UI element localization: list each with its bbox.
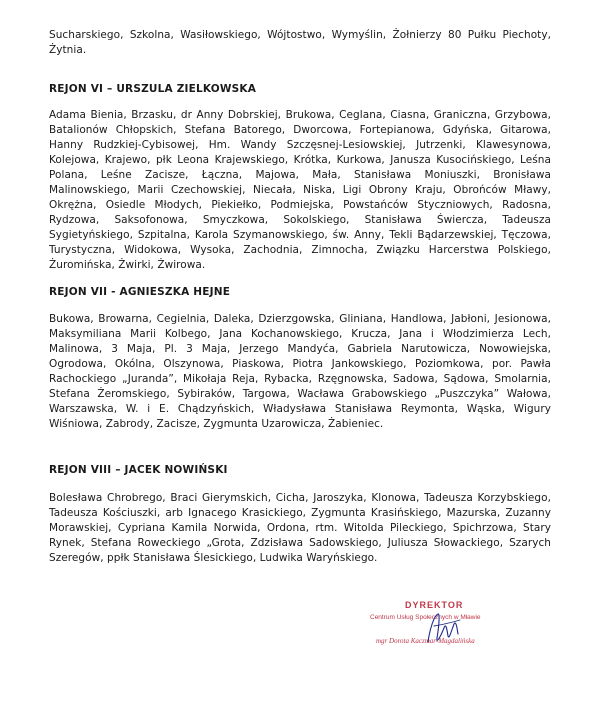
section-body-rejon-viii: Bolesława Chrobrego, Braci Gierymskich, Cicha, Jaroszyka, Klonowa, Tadeusza Korzybskiego, Tadeusza Kościuszki, arb Ignacego Krasickiego, Zygmunta Krasińskiego, Mazurska, Zuzanny Morawskiej, Cypriana Kamila Norwida, Ordona, rtm. Witolda Pileckiego, Spichrzowa, Stary Rynek, Stefana Roweckiego „Grota, Zdzisława Sadowskiego, Juliusza Słowackiego, Szarych Szeregów, ppłk Stanisława Ślesickiego, Ludwika Waryńskiego. <box>49 492 551 564</box>
stamp-organization: Centrum Usług Społecznych w Mławie <box>370 614 481 621</box>
stamp-title: DYREKTOR <box>405 600 464 610</box>
section-heading-rejon-vi: REJON VI – URSZULA ZIELKOWSKA <box>49 83 257 95</box>
director-stamp <box>360 600 530 660</box>
handwritten-signature <box>420 608 470 648</box>
section-heading-rejon-viii: REJON VIII – JACEK NOWIŃSKI <box>49 464 228 476</box>
stamp-name: mgr Dorota Kaczmar-Magdalińska <box>376 637 475 645</box>
intro-paragraph: Sucharskiego, Szkolna, Wasiłowskiego, Wójtostwo, Wymyślin, Żołnierzy 80 Pułku Piechoty, Żytnia. <box>49 29 551 56</box>
section-heading-rejon-vii: REJON VII - AGNIESZKA HEJNE <box>49 286 231 298</box>
section-body-rejon-vi: Adama Bienia, Brzasku, dr Anny Dobrskiej, Brukowa, Ceglana, Ciasna, Graniczna, Grzybowa, Batalionów Chłopskich, Stefana Batorego, Dworcowa, Fortepianowa, Gdyńska, Gitarowa, Hanny Rudzkiej-Cybisowej, Hm. Wandy Szczęsnej-Lesiowskiej, Jutrzenki, Klawesynowa, Kolejowa, Krajewo, płk Leona Krajewskiego, Krótka, Kurkowa, Janusza Kusocińskiego, Leśna Polana, Leśne Zacisze, Łączna, Majowa, Mała, Stanisława Moniuszki, Bronisława Malinowskiego, Marii Czechowskiej, Niecała, Niska, Ligi Obrony Kraju, Obrońców Mławy, Okrężna, Osiedle Młodych, Piekiełko, Podmiejska, Powstańców Styczniowych, Radosna, Rydzowa, Saksofonowa, Smyczkowa, Sokolskiego, Stanisława Świercza, Tadeusza Sygietyńskiego, Szpitalna, Karola Szymanowskiego, św. Anny, Tekli Bądarzewskiej, Tęczowa, Turystyczna, Widokowa, Wysoka, Zachodnia, Zimnocha, Związku Harcerstwa Polskiego, Żuromińska, Żwirki, Żwirowa. <box>49 109 551 271</box>
section-body-rejon-vii: Bukowa, Browarna, Cegielnia, Daleka, Dzierzgowska, Gliniana, Handlowa, Jabłoni, Jesionowa, Maksymiliana Marii Kolbego, Jana Kochanowskiego, Krucza, Jana i Włodzimierza Lech, Malinowa, 3 Maja, Pl. 3 Maja, Jerzego Mandyća, Gabriela Narutowicza, Nowowiejska, Ogrodowa, Okólna, Olszynowa, Piaskowa, Piotra Jankowskiego, Poziomkowa, por. Pawła Rachockiego „Juranda”, Mikołaja Reja, Rybacka, Rzęgnowska, Sadowa, Sądowa, Smolarnia, Stefana Żeromskiego, Sybiraków, Targowa, Wacława Grabowskiego „Puszczyka” Wałowa, Warszawska, W. i E. Chądzyńskich, Władysława Stanisława Reymonta, Wąska, Wigury Wiśniowa, Zabrody, Zacisze, Zygmunta Uzarowicza, Żabieniec. <box>49 313 551 430</box>
